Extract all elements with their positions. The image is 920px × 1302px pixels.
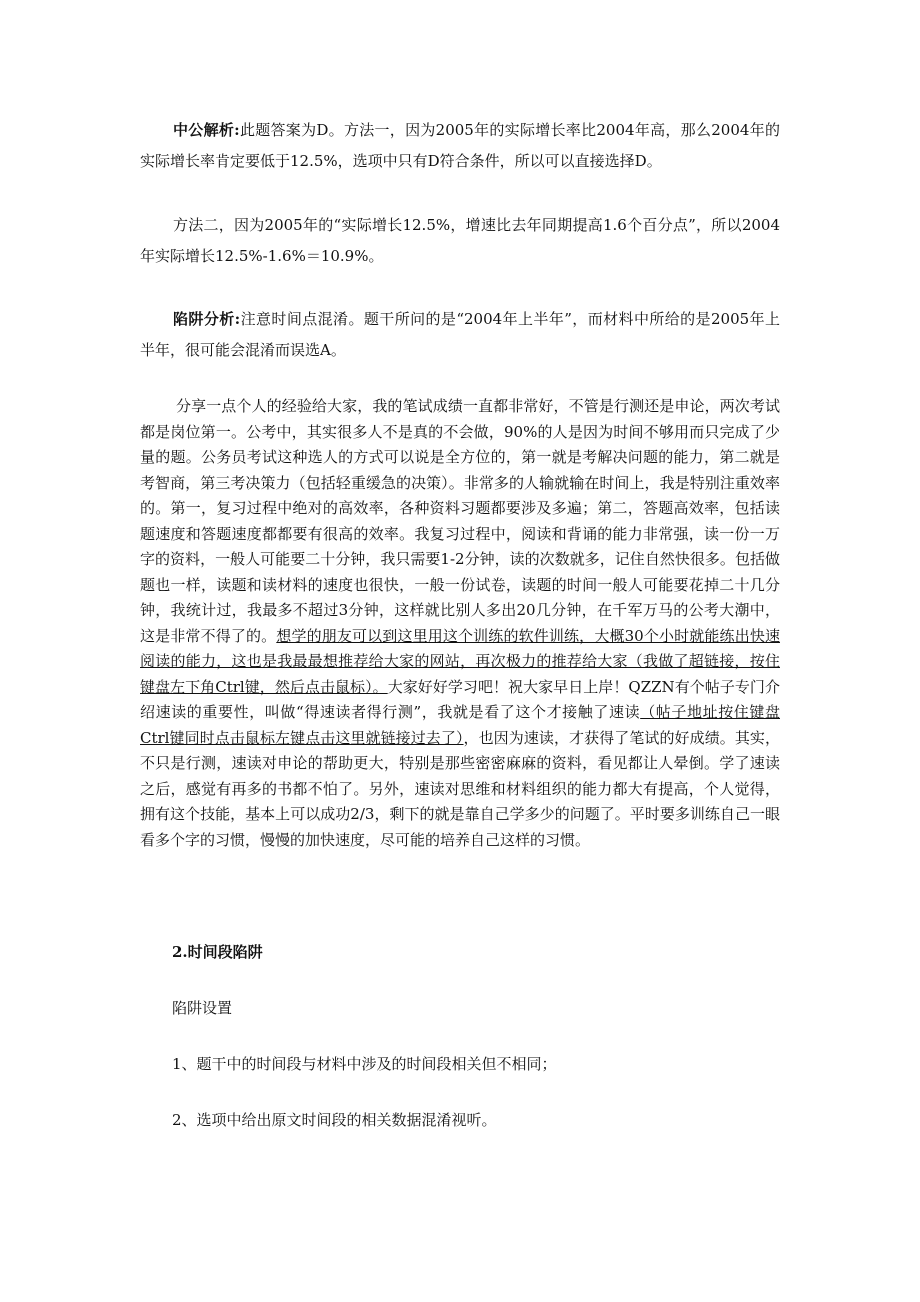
- trap-item-2: 2、选项中给出原文时间段的相关数据混淆视听。: [172, 1111, 497, 1129]
- trap-text: 注意时间点混淆。题干所问的是“2004年上半年”，而材料中所给的是2005年上半年，很可能会混淆而误选A。: [140, 310, 780, 359]
- training-software-link[interactable]: 想学的朋友可以到这里用这个训练的软件训练，大概30个小时就能练出快速阅读的能力，这也是我最最想推荐给大家的网站，再次极力的推荐给大家（我做了超链接，按住键盘左下角Ctrl键，然后点击鼠标）。: [140, 626, 780, 696]
- share-text-3: ，也因为速读，才获得了笔试的好成绩。其实，不只是行测，速读对申论的帮助更大，特别是那些密密麻麻的资料，看见都让人晕倒。学了速读之后，感觉有再多的书都不怕了。另外，速读对思维和材料组织的能力都大有提高，个人觉得，拥有这个技能，基本上可以成功2/3，剩下的就是靠自己学多少的问题了。平时要多训练自己一眼看多个字的习惯，慢慢的加快速度，尽可能的培养自己这样的习惯。: [140, 728, 780, 849]
- method2-paragraph: [140, 210, 780, 272]
- method2-text: 方法二，因为2005年的“实际增长12.5%，增速比去年同期提高1.6个百分点”，所以2004年实际增长12.5%-1.6%＝10.9%。: [140, 216, 780, 265]
- trap-item-1: 1、题干中的时间段与材料中涉及的时间段相关但不相同；: [172, 1055, 557, 1073]
- qzzn-post-link[interactable]: （帖子地址按住键盘Ctrl键同时点击鼠标左键点击这里就链接过去了）: [140, 703, 780, 747]
- section-heading: 2.时间段陷阱: [172, 943, 263, 961]
- share-paragraph: [140, 394, 780, 853]
- analysis-label: 中公解析:: [173, 121, 240, 139]
- share-text-2: 大家好好学习吧！祝大家早日上岸！QZZN有个帖子专门介绍速读的重要性，叫做“得速读者得行测”，我就是看了这个才接触了速读: [140, 677, 780, 721]
- analysis-paragraph: [140, 115, 780, 177]
- share-text-1: 分享一点个人的经验给大家，我的笔试成绩一直都非常好，不管是行测还是申论，两次考试都是岗位第一。公考中，其实很多人不是真的不会做，90%的人是因为时间不够用而只完成了少量的题。公务员考试这种选人的方式可以说是全方位的，第一就是考解决问题的能力，第二就是考智商，第三考决策力（包括轻重缓急的决策）。非常多的人输就输在时间上，我是特别注重效率的。第一，复习过程中绝对的高效率，各种资料习题都要涉及多遍；第二，答题高效率，包括读题速度和答题速度都都要有很高的效率。我复习过程中，阅读和背诵的能力非常强，读一份一万字的资料，一般人可能要二十分钟，我只需要1-2分钟，读的次数就多，记住自然快很多。包括做题也一样，读题和读材料的速度也很快，一般一份试卷，读题的时间一般人可能要花掉二十几分钟，我统计过，我最多不超过3分钟，这样就比别人多出20几分钟，在千军万马的公考大潮中，这是非常不得了的。: [140, 397, 780, 645]
- trap-paragraph: [140, 304, 780, 366]
- trap-label: 陷阱分析:: [173, 310, 241, 328]
- section-subheading: 陷阱设置: [172, 999, 233, 1017]
- analysis-text: 此题答案为D。方法一，因为2005年的实际增长率比2004年高，那么2004年的实际增长率肯定要低于12.5%，选项中只有D符合条件，所以可以直接选择D。: [140, 121, 780, 170]
